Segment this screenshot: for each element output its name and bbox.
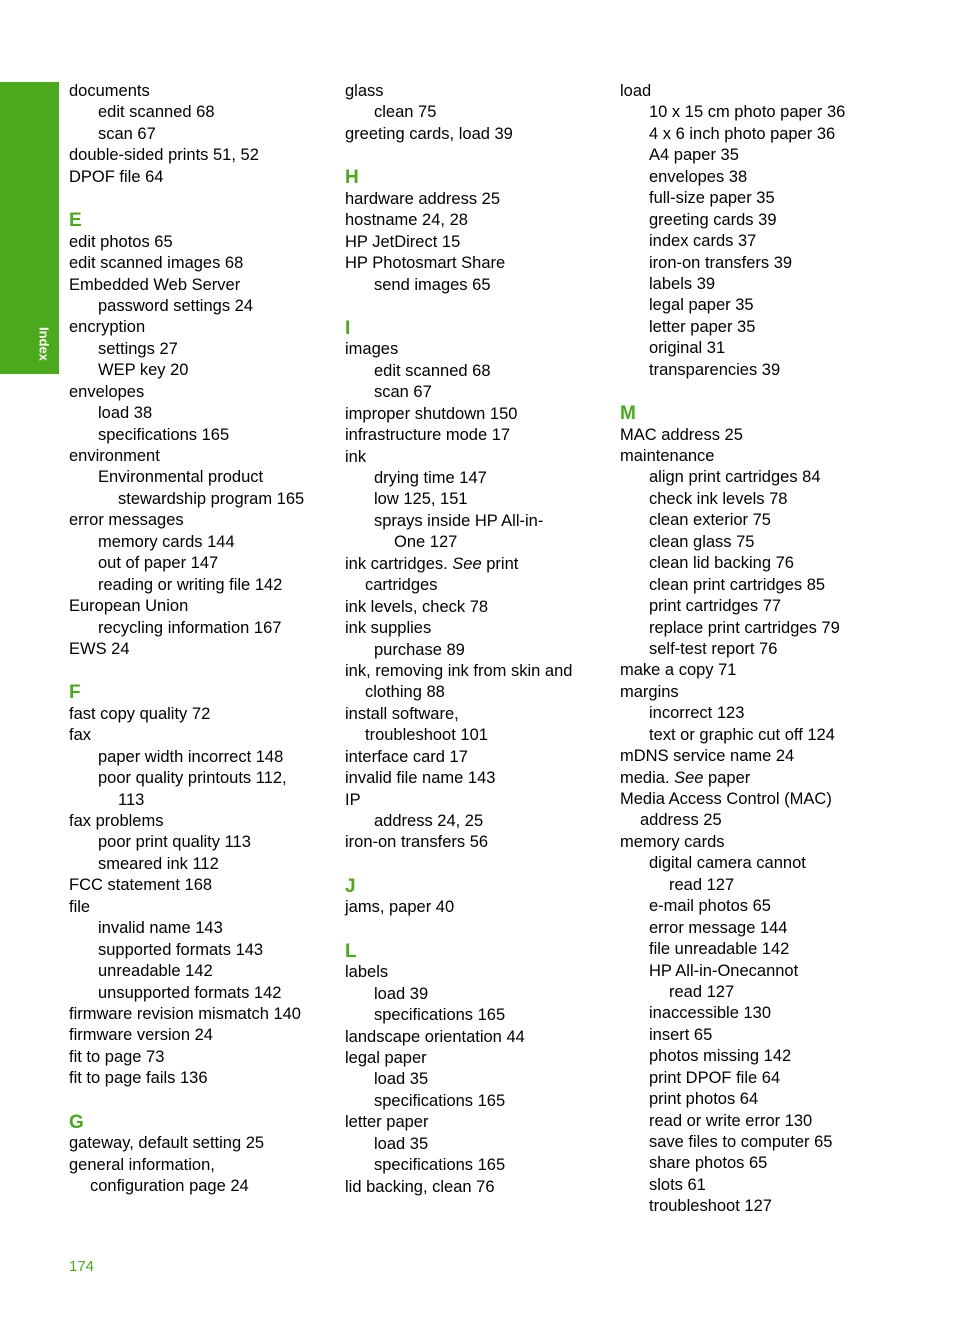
index-entry: letter paper [345,1113,429,1132]
index-entry: invalid name 143 [98,919,223,938]
page-number: 174 [69,1258,95,1275]
index-entry: scan 67 [374,383,432,402]
index-entry: e-mail photos 65 [649,897,771,916]
index-entry: edit photos 65 [69,232,173,251]
index-entry: glass [345,82,384,100]
index-entry: read or write error 130 [649,1111,813,1130]
index-entry: firmware revision mismatch 140 [69,1004,301,1023]
index-entry: configuration page 24 [90,1177,249,1195]
index-section-heading: H [345,167,359,189]
index-column-2 [345,81,615,1198]
index-entry: specifications 165 [374,1006,506,1025]
index-entry: install software, [345,704,459,723]
index-entry: firmware version 24 [69,1026,213,1045]
index-entry: settings 27 [98,339,178,358]
index-entry: load [620,82,652,100]
index-entry: FCC statement 168 [69,876,213,895]
index-entry: fit to page 73 [69,1047,165,1066]
index-entry: envelopes [69,382,145,401]
index-entry: 10 x 15 cm photo paper 36 [649,103,846,122]
index-entry: digital camera cannot [649,854,806,873]
index-entry: cartridges [365,576,438,595]
index-entry: stewardship program 165 [118,489,305,508]
index-entry: password settings 24 [98,296,254,315]
index-entry: file unreadable 142 [649,940,790,959]
index-entry: double-sided prints 51, 52 [69,146,259,165]
index-entry-text: media. [620,768,675,787]
index-entry: memory cards 144 [98,532,235,551]
index-entry: save files to computer 65 [649,1133,833,1151]
index-entry: IP [345,790,361,809]
index-entry: A4 paper 35 [649,146,739,165]
index-entry: print photos 64 [649,1090,759,1109]
index-entry: transparencies 39 [649,360,781,379]
index-entry: inaccessible 130 [649,1004,771,1023]
index-entry: check ink levels 78 [649,489,788,508]
index-column-1 [69,81,339,1197]
index-entry: images [345,340,399,359]
index-entry: poor print quality 113 [98,833,251,852]
index-section-heading: F [69,682,81,704]
index-entry: letter paper 35 [649,317,756,336]
index-entry: specifications 165 [98,425,230,444]
index-entry: address 25 [640,811,722,830]
index-section-heading: J [345,875,356,897]
index-entry: unsupported formats 142 [98,983,282,1002]
index-entry: text or graphic cut off 124 [649,725,835,744]
index-entry: troubleshoot 101 [365,726,488,745]
index-entry: supported formats 143 [98,940,264,959]
index-entry: Environmental product [98,468,264,487]
index-entry: index cards 37 [649,232,757,251]
index-entry: clean 75 [374,103,437,122]
index-entry: improper shutdown 150 [345,404,518,423]
index-entry: paper width incorrect 148 [98,747,284,766]
index-entry: infrastructure mode 17 [345,426,511,445]
index-entry: maintenance [620,447,715,465]
index-entry: print cartridges 77 [649,597,782,616]
index-entry [345,554,615,575]
index-entry: sprays inside HP All-in- [374,511,544,530]
index-section-heading: I [345,317,351,339]
index-entry: load 38 [98,404,153,423]
index-entry: DPOF file 64 [69,167,164,186]
index-entry: clean print cartridges 85 [649,575,826,594]
see-reference: See [452,554,482,573]
index-entry: address 24, 25 [374,812,484,830]
index-entry: make a copy 71 [620,661,737,680]
index-entry-text: ink cartridges. [345,554,453,573]
index-entry: clean exterior 75 [649,511,771,530]
index-entry: out of paper 147 [98,554,219,573]
index-entry: iron-on transfers 56 [345,833,489,852]
index-entry: 113 [118,790,145,809]
index-entry: read 127 [669,875,735,894]
index-entry: fit to page fails 136 [69,1069,208,1088]
index-entry: encryption [69,318,146,337]
index-entry: hardware address 25 [345,189,501,208]
index-entry: WEP key 20 [98,361,189,380]
index-entry: scan 67 [98,124,156,143]
index-entry: recycling information 167 [98,618,282,637]
index-entry: troubleshoot 127 [649,1197,772,1216]
index-section-heading: E [69,210,82,232]
index-entry: ink supplies [345,619,432,638]
index-entry: read 127 [669,982,735,1001]
index-section-heading: L [345,940,357,962]
index-entry: memory cards [620,832,725,851]
index-entry: EWS 24 [69,639,130,658]
index-entry: low 125, 151 [374,490,468,509]
index-entry: incorrect 123 [649,704,745,723]
see-target: print [481,554,519,573]
index-entry: European Union [69,597,189,616]
index-entry: share photos 65 [649,1154,768,1173]
index-entry: legal paper [345,1048,427,1067]
index-entry: file [69,897,91,916]
index-entry: insert 65 [649,1025,713,1044]
index-entry: ink levels, check 78 [345,597,489,616]
index-entry: Embedded Web Server [69,275,241,294]
index-entry: HP Photosmart Share [345,254,506,273]
index-entry: labels [345,963,389,982]
index-entry: smeared ink 112 [98,854,219,873]
index-entry: ink, removing ink from skin and [345,661,573,680]
index-entry: invalid file name 143 [345,769,496,788]
index-entry: envelopes 38 [649,167,748,186]
index-entry: specifications 165 [374,1091,506,1110]
index-entry: specifications 165 [374,1156,506,1175]
index-entry: iron-on transfers 39 [649,253,793,272]
index-entry: clothing 88 [365,683,445,702]
index-entry: greeting cards, load 39 [345,124,513,143]
index-entry: lid backing, clean 76 [345,1177,495,1196]
index-entry: load 39 [374,984,429,1003]
index-entry: clean lid backing 76 [649,554,794,573]
index-entry [620,768,890,789]
index-entry: One 127 [394,533,458,552]
index-entry: send images 65 [374,275,491,294]
index-entry: print DPOF file 64 [649,1068,781,1087]
index-entry: general information, [69,1155,215,1174]
index-entry: unreadable 142 [98,962,213,981]
side-tab-label: Index [36,327,52,361]
see-reference: See [674,768,704,787]
index-entry: environment [69,447,160,465]
index-entry: edit scanned images 68 [69,254,244,273]
index-section-heading: M [620,403,636,425]
index-entry: 4 x 6 inch photo paper 36 [649,124,836,143]
index-entry: ink [345,447,367,466]
index-entry: fax problems [69,812,164,830]
index-entry: clean glass 75 [649,532,755,551]
index-entry: jams, paper 40 [345,898,455,917]
index-entry: poor quality printouts 112, [98,769,287,788]
index-entry: load 35 [374,1070,429,1089]
index-entry: drying time 147 [374,469,487,487]
index-entry: align print cartridges 84 [649,468,821,487]
index-entry: reading or writing file 142 [98,575,283,594]
index-entry: fax [69,726,92,745]
index-section-heading: G [69,1111,84,1133]
index-entry: original 31 [649,339,726,358]
index-entry: error messages [69,511,184,530]
index-entry: interface card 17 [345,747,468,766]
index-entry: edit scanned 68 [98,103,215,122]
index-entry: HP All-in-Onecannot [649,961,799,980]
index-entry: mDNS service name 24 [620,747,795,766]
index-entry: hostname 24, 28 [345,211,468,230]
index-entry: gateway, default setting 25 [69,1134,265,1153]
index-entry: photos missing 142 [649,1047,792,1066]
index-entry: HP JetDirect 15 [345,232,461,251]
index-entry: Media Access Control (MAC) [620,790,832,808]
index-entry: load 35 [374,1134,429,1153]
index-entry: documents [69,82,150,100]
index-entry: greeting cards 39 [649,210,777,229]
index-entry: replace print cartridges 79 [649,618,840,637]
index-entry: purchase 89 [374,640,465,659]
index-entry: fast copy quality 72 [69,704,211,723]
index-entry: margins [620,682,679,701]
index-entry: legal paper 35 [649,296,754,315]
index-entry: edit scanned 68 [374,361,491,380]
index-entry: error message 144 [649,918,788,937]
index-entry: slots 61 [649,1175,706,1194]
index-entry: landscape orientation 44 [345,1027,525,1046]
index-entry: self-test report 76 [649,639,778,658]
index-entry: MAC address 25 [620,425,743,444]
index-column-3 [620,81,890,1218]
see-target: paper [703,768,751,787]
index-entry: full-size paper 35 [649,189,775,208]
index-entry: labels 39 [649,274,716,293]
